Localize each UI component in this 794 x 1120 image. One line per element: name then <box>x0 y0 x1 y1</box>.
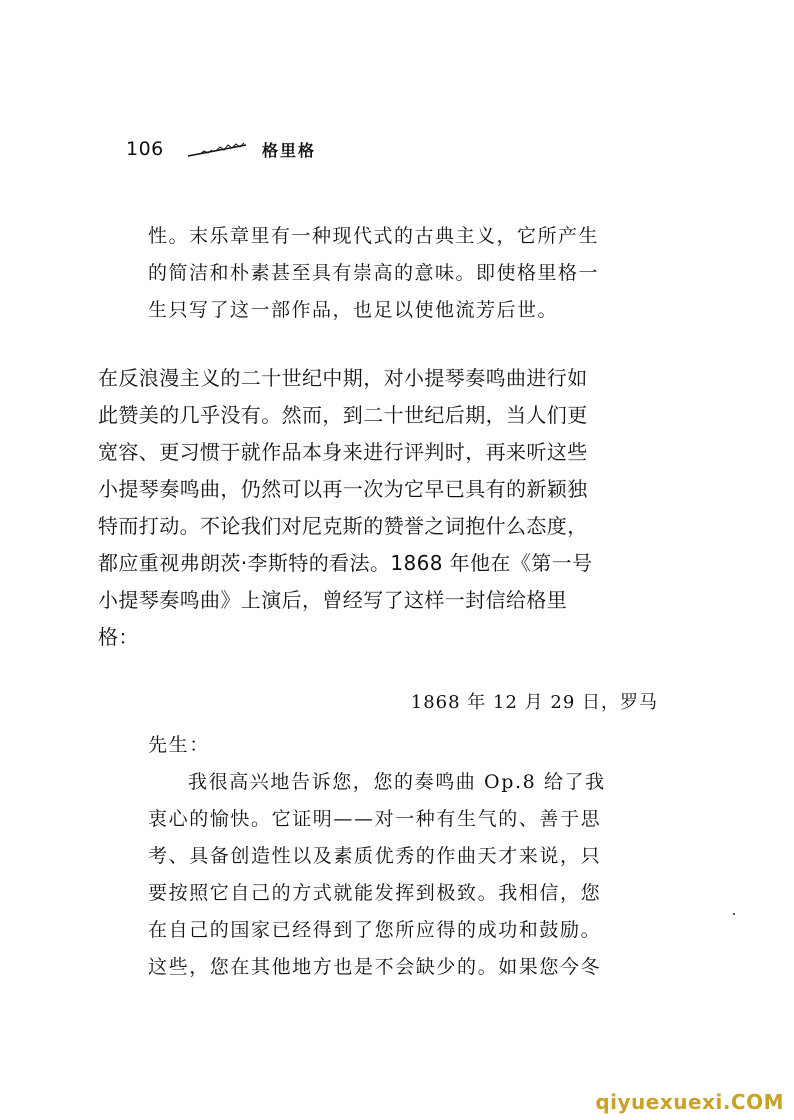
body-line: 特而打动。不论我们对尼克斯的赞誉之词抱什么态度， <box>98 514 588 538</box>
quote-line: 性。末乐章里有一种现代式的古典主义，它所产生 <box>148 225 600 247</box>
letter-line: 衷心的愉快。它证明——对一种有生气的、善于思 <box>148 808 602 830</box>
body-line: 格： <box>98 625 139 649</box>
running-title: 格里格 <box>262 141 317 160</box>
letter-line: 考、具备创造性以及素质优秀的作曲天才来说，只 <box>148 845 602 867</box>
site-watermark: qiyuexuexi.COM <box>595 1090 784 1114</box>
body-line: 在反浪漫主义的二十世纪中期，对小提琴奏鸣曲进行如 <box>98 366 588 390</box>
page-number: 106 <box>126 138 164 160</box>
body-paragraph <box>98 360 668 656</box>
quill-ornament-icon <box>186 142 250 158</box>
body-line: 此赞美的几乎没有。然而，到二十世纪后期，当人们更 <box>98 403 588 427</box>
page-header <box>126 138 386 168</box>
margin-mark <box>733 913 735 915</box>
letter-body <box>148 727 668 986</box>
quote-line: 生只写了这一部作品，也足以使他流芳后世。 <box>148 299 559 321</box>
letter-line: 这些，您在其他地方也是不会缺少的。如果您今冬 <box>148 956 602 978</box>
body-line: 小提琴奏鸣曲，仍然可以再一次为它早已具有的新颖独 <box>98 477 588 501</box>
letter-salutation: 先生： <box>148 734 210 756</box>
quote-line: 的简洁和朴素甚至具有崇高的意味。即使格里格一 <box>148 262 600 284</box>
letter-date: 1868 年 12 月 29 日，罗马 <box>410 692 658 713</box>
letter-line: 要按照它自己的方式就能发挥到极致。我相信，您 <box>148 882 602 904</box>
quoted-passage <box>148 218 668 329</box>
body-line: 宽容、更习惯于就作品本身来进行评判时，再来听这些 <box>98 440 588 464</box>
letter-line: 在自己的国家已经得到了您所应得的成功和鼓励。 <box>148 919 602 941</box>
letter-line: 我很高兴地告诉您，您的奏鸣曲 Op.8 给了我 <box>188 771 606 793</box>
body-line: 都应重视弗朗茨·李斯特的看法。1868 年他在《第一号 <box>98 551 593 575</box>
body-line: 小提琴奏鸣曲》上演后，曾经写了这样一封信给格里 <box>98 588 568 612</box>
